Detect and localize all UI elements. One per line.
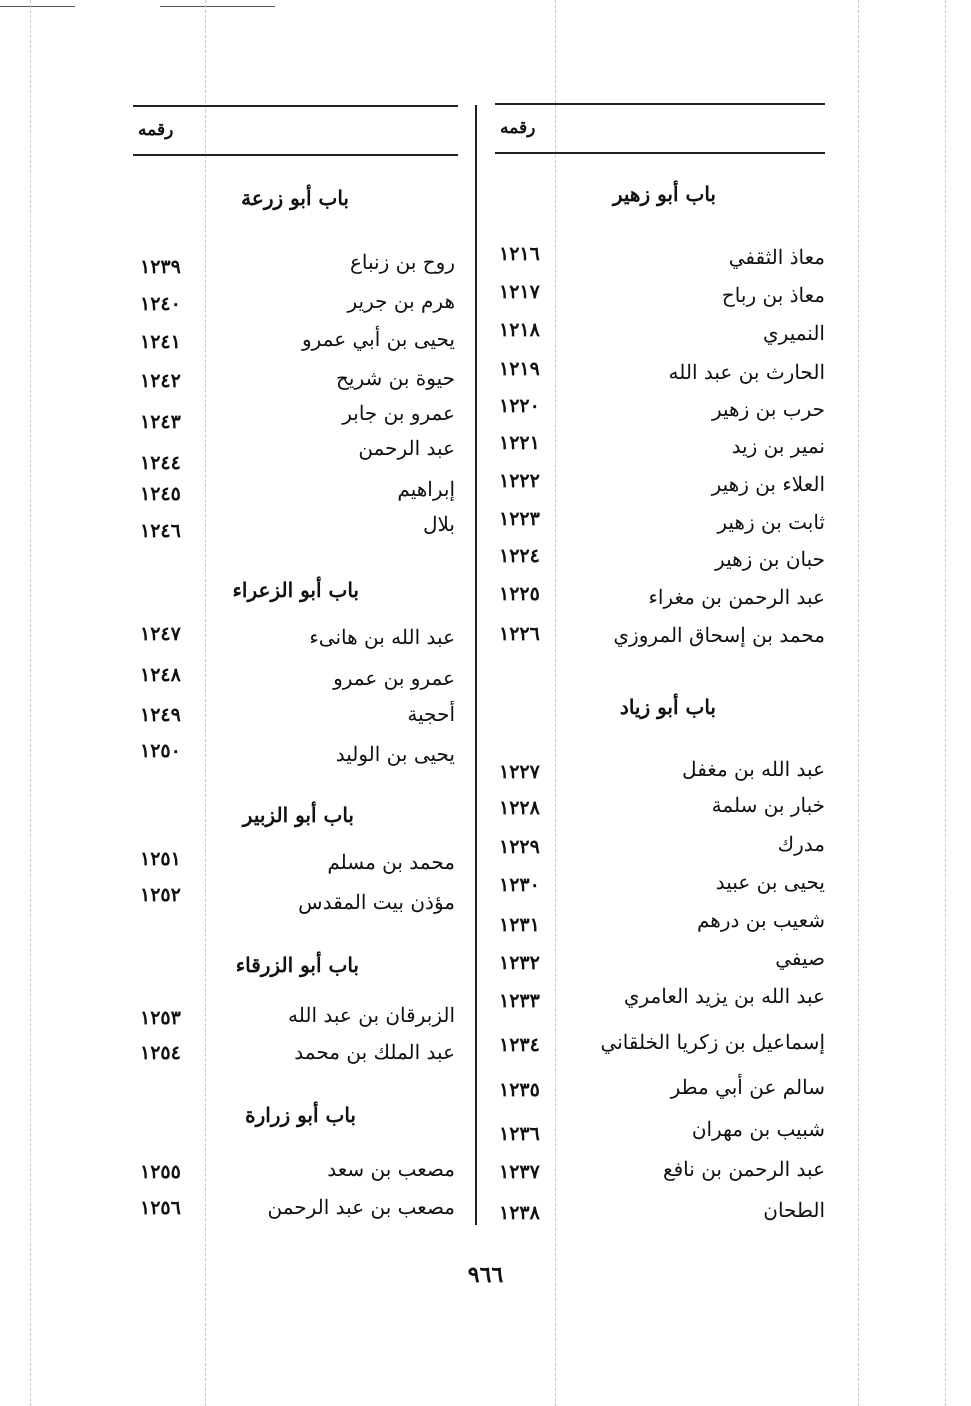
- list-item: [135, 666, 460, 702]
- page-number: ٩٦٦: [467, 1262, 504, 1288]
- list-item: [135, 436, 460, 472]
- entry-name: إسماعيل بن زكريا الخلقاني: [600, 1030, 825, 1054]
- entry-name: مصعب بن عبد الرحمن: [267, 1195, 455, 1219]
- list-item: [135, 1003, 460, 1039]
- entry-number: ١٢١٧: [499, 281, 540, 303]
- list-item: [135, 850, 460, 886]
- list-item: [135, 1157, 460, 1193]
- entry-name: الحارث بن عبد الله: [668, 360, 825, 384]
- entry-name: عبد الرحمن: [358, 436, 455, 460]
- entry-number: ١٢٥٤: [140, 1042, 181, 1064]
- entry-name: خبار بن سلمة: [711, 793, 825, 817]
- section-title: باب أبو الزبير: [242, 803, 354, 827]
- list-item: [495, 547, 830, 583]
- entry-number: ١٢٥١: [140, 848, 181, 870]
- entry-name: محمد بن مسلم: [327, 850, 455, 874]
- entry-name: أحجية: [407, 702, 455, 726]
- list-item: [495, 434, 830, 470]
- list-item: [495, 397, 830, 433]
- list-item: [135, 884, 460, 926]
- list-item: [495, 360, 830, 396]
- entry-name: حرب بن زهير: [711, 397, 825, 421]
- entry-number: ١٢٢٧: [499, 761, 540, 783]
- right-column-header: رقمه: [500, 118, 536, 138]
- left-column-header: رقمه: [138, 120, 174, 140]
- entry-number: ١٢٣٨: [499, 1202, 540, 1224]
- entry-number: ١٢٣٧: [499, 1161, 540, 1183]
- list-item: [135, 1040, 460, 1076]
- scan-edge-line: [160, 6, 275, 7]
- entry-name: عبد الله بن مغفل: [682, 757, 825, 781]
- entry-number: ١٢١٦: [499, 243, 540, 265]
- list-item: [495, 283, 830, 319]
- entry-name: يحيى بن عبيد: [715, 870, 825, 894]
- entry-number: ١٢١٨: [499, 319, 540, 341]
- entry-number: ١٢٢١: [499, 432, 540, 454]
- entry-number: ١٢٥٠: [140, 740, 181, 762]
- entry-number: ١٢٤٩: [140, 704, 181, 726]
- entry-name: عبد الرحمن بن نافع: [662, 1157, 825, 1181]
- list-item: [495, 585, 830, 621]
- section-title: باب أبو زهير: [612, 182, 716, 206]
- entry-number: ١٢٤٨: [140, 664, 181, 686]
- scan-dotted-line: [858, 0, 859, 1406]
- entry-number: ١٢٤٢: [140, 370, 181, 392]
- entry-number: ١٢٤١: [140, 331, 181, 353]
- list-item: [495, 984, 830, 1020]
- entry-name: حبان بن زهير: [715, 547, 825, 571]
- entry-name: العلاء بن زهير: [711, 472, 825, 496]
- entry-name: الطحان: [763, 1198, 825, 1222]
- entry-number: ١٢٤٦: [140, 520, 181, 542]
- list-item: [495, 623, 830, 659]
- entry-number: ١٢٤٧: [140, 623, 181, 645]
- section-title: باب أبو الزعراء: [232, 578, 359, 602]
- list-item: [135, 625, 460, 661]
- list-item: [495, 1075, 830, 1111]
- entry-name: يحيى بن الوليد: [335, 742, 455, 766]
- entry-number: ١٢٣٣: [499, 990, 540, 1012]
- list-item: [495, 832, 830, 868]
- entry-number: ١٢٢٦: [499, 623, 540, 645]
- entry-number: ١٢٢٨: [499, 797, 540, 819]
- entry-number: ١٢٣٤: [499, 1034, 540, 1056]
- entry-name: معاذ بن رباح: [721, 283, 825, 307]
- list-item: [135, 702, 460, 738]
- left-header-bottom-rule: [133, 154, 458, 156]
- entry-number: ١٢٢٤: [499, 545, 540, 567]
- entry-number: ١٢٢٣: [499, 508, 540, 530]
- left-header-top-rule: [133, 105, 458, 107]
- entry-name: عمرو بن عمرو: [333, 666, 455, 690]
- list-item: [495, 946, 830, 982]
- list-item: [135, 327, 460, 363]
- entry-name: مدرك: [777, 832, 825, 856]
- list-item: [135, 742, 460, 778]
- section-title: باب أبو الزرقاء: [235, 953, 359, 977]
- entry-name: صيفي: [775, 946, 825, 970]
- entry-name: محمد بن إسحاق المروزي: [613, 623, 825, 647]
- entry-number: ١٢٣٥: [499, 1079, 540, 1101]
- entry-number: ١٢٤٥: [140, 483, 181, 505]
- list-item: [495, 870, 830, 906]
- entry-number: ١٢٢٢: [499, 470, 540, 492]
- scan-edge-line: [0, 6, 75, 7]
- entry-number: ١٢٢٥: [499, 583, 540, 605]
- entry-number: ١٢٥٢: [140, 884, 181, 906]
- section-title: باب أبو زرارة: [245, 1103, 356, 1127]
- entry-number: ١٢٤٣: [140, 411, 181, 433]
- entry-number: ١٢٤٤: [140, 452, 181, 474]
- entry-name: روح بن زنباع: [349, 250, 455, 274]
- entry-number: ١٢٥٦: [140, 1197, 181, 1219]
- list-item: [495, 908, 830, 944]
- entry-name: معاذ الثقفي: [728, 245, 825, 269]
- entry-name: عبد الرحمن بن مغراء: [648, 585, 825, 609]
- scan-dotted-line: [30, 0, 31, 1406]
- entry-name: مؤذن بيت المقدس: [298, 890, 455, 914]
- list-item: [495, 472, 830, 508]
- entry-number: ١٢٣٢: [499, 952, 540, 974]
- list-item: [495, 793, 830, 829]
- list-item: [135, 366, 460, 402]
- list-item: [135, 477, 460, 513]
- entry-name: عبد الله بن هانىء: [309, 625, 455, 649]
- list-item: [495, 245, 830, 281]
- entry-name: عبد الملك بن محمد: [294, 1040, 455, 1064]
- entry-name: النميري: [763, 321, 825, 345]
- entry-name: عمرو بن جابر: [342, 401, 455, 425]
- entry-number: ١٢٤٠: [140, 293, 181, 315]
- list-item: [135, 401, 460, 437]
- entry-number: ١٢٣٠: [499, 874, 540, 896]
- scan-dotted-line: [555, 0, 556, 1406]
- list-item: [495, 510, 830, 546]
- column-divider: [475, 105, 477, 1225]
- entry-name: نمير بن زيد: [731, 434, 825, 458]
- right-header-bottom-rule: [495, 152, 825, 154]
- entry-name: يحيى بن أبي عمرو: [301, 327, 455, 351]
- entry-name: هرم بن جرير: [347, 289, 455, 313]
- list-item: [495, 1157, 830, 1193]
- entry-name: سالم عن أبي مطر: [670, 1075, 825, 1099]
- entry-name: ثابت بن زهير: [717, 510, 825, 534]
- list-item: [135, 1195, 460, 1231]
- entry-number: ١٢٣١: [499, 914, 540, 936]
- entry-name: حيوة بن شريح: [336, 366, 455, 390]
- right-header-top-rule: [495, 103, 825, 105]
- entry-name: شبيب بن مهران: [691, 1117, 825, 1141]
- entry-number: ١٢٥٣: [140, 1007, 181, 1029]
- entry-number: ١٢١٩: [499, 358, 540, 380]
- entry-number: ١٢٣٦: [499, 1123, 540, 1145]
- list-item: [135, 512, 460, 548]
- entry-name: مصعب بن سعد: [327, 1157, 455, 1181]
- entry-number: ١٢٣٩: [140, 256, 181, 278]
- entry-number: ١٢٥٥: [140, 1161, 181, 1183]
- list-item: [495, 321, 830, 357]
- section-title: باب أبو زرعة: [241, 186, 349, 210]
- list-item: [495, 1198, 830, 1234]
- entry-name: شعيب بن درهم: [696, 908, 825, 932]
- list-item: [495, 1117, 830, 1153]
- entry-name: بلال: [422, 512, 455, 536]
- list-item: [495, 757, 830, 793]
- scan-dotted-line: [945, 0, 946, 1406]
- list-item: [135, 289, 460, 325]
- entry-number: ١٢٢٠: [499, 395, 540, 417]
- entry-name: إبراهيم: [397, 477, 455, 501]
- list-item: [135, 250, 460, 286]
- list-item: [495, 1030, 830, 1066]
- entry-number: ١٢٢٩: [499, 836, 540, 858]
- section-title: باب أبو زياد: [619, 695, 716, 719]
- entry-name: عبد الله بن يزيد العامري: [623, 984, 825, 1008]
- entry-name: الزبرقان بن عبد الله: [288, 1003, 455, 1027]
